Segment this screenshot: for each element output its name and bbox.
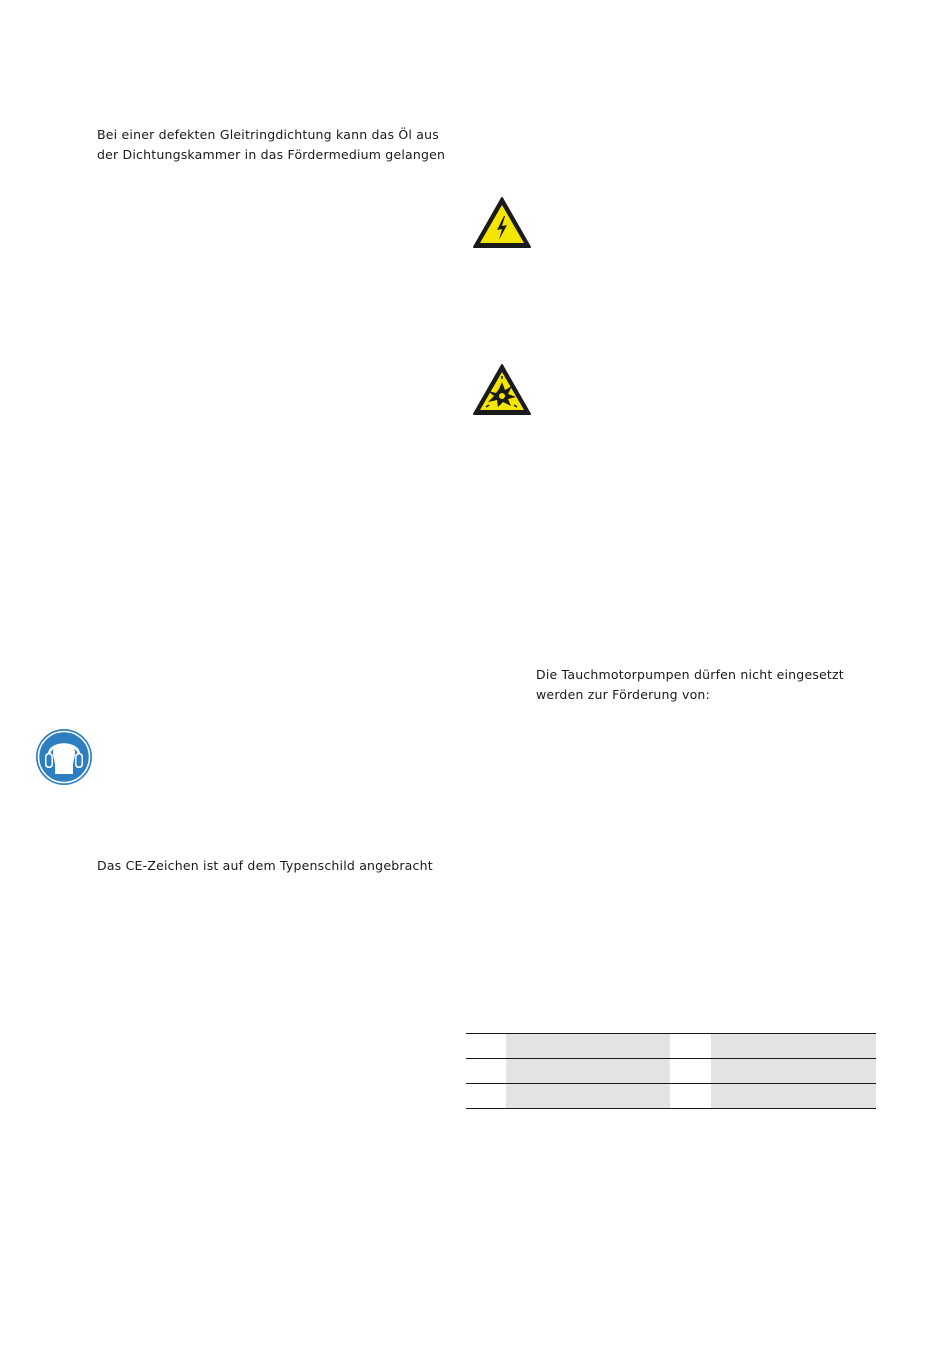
seal-oil-note (97, 125, 445, 165)
pump-usage-note-line-1: Die Tauchmotorpumpen dürfen nicht eingesetzt (536, 667, 844, 682)
table-cell (466, 1059, 506, 1084)
ce-mark-note: Das CE-Zeichen ist auf dem Typenschild angebracht (97, 858, 433, 873)
table-cell (506, 1034, 670, 1059)
pump-usage-note (536, 665, 844, 705)
table-cell (506, 1084, 670, 1109)
table-cell (670, 1084, 711, 1109)
table-cell (506, 1059, 670, 1084)
seal-oil-note-line-2: der Dichtungskammer in das Fördermedium gelangen (97, 147, 446, 162)
table-cell (466, 1034, 506, 1059)
data-table (466, 1033, 876, 1109)
pump-usage-note-line-2: werden zur Förderung von: (536, 687, 710, 702)
table-cell (466, 1084, 506, 1109)
table-cell (711, 1084, 876, 1109)
table-cell (670, 1059, 711, 1084)
high-voltage-warning-icon (472, 196, 532, 250)
table-row (466, 1084, 876, 1109)
table-cell (670, 1034, 711, 1059)
ear-protection-icon (35, 728, 93, 786)
explosion-warning-icon (472, 363, 532, 417)
table-cell (711, 1034, 876, 1059)
table-row (466, 1059, 876, 1084)
seal-oil-note-line-1: Bei einer defekten Gleitringdichtung kann das Öl aus (97, 127, 439, 142)
table-row (466, 1034, 876, 1059)
table-cell (711, 1059, 876, 1084)
